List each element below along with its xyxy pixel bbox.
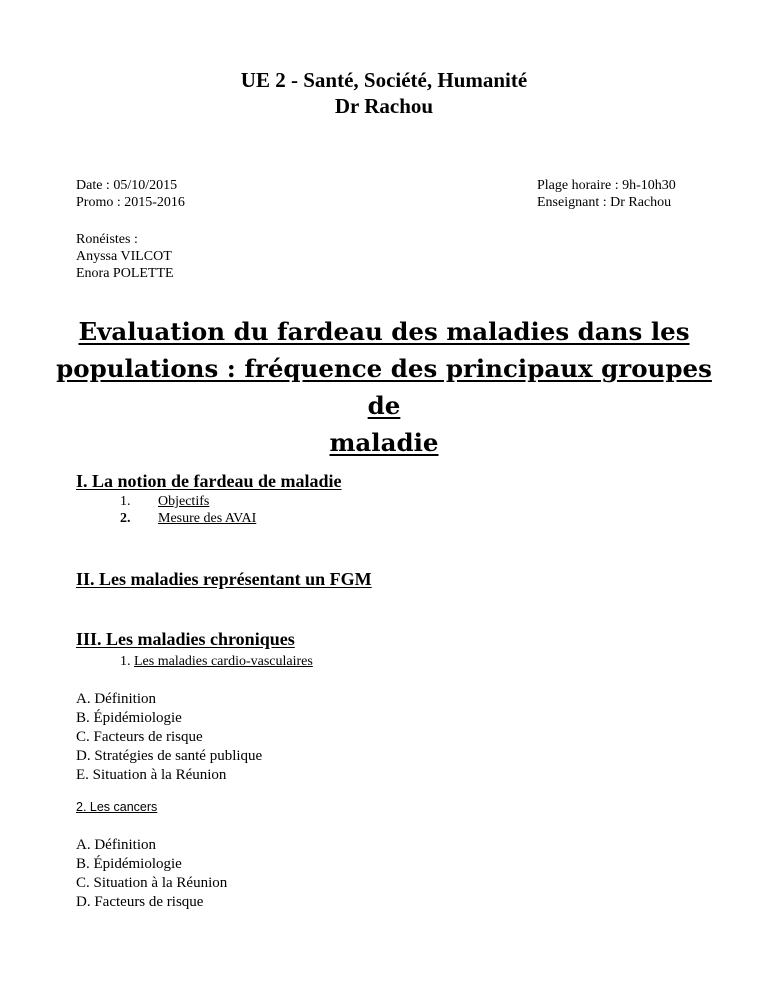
roneiste-name: Anyssa VILCOT [76, 249, 172, 264]
item-number: 1. [120, 494, 131, 509]
section-heading-2: II. Les maladies représentant un FGM [76, 569, 372, 589]
list-item: A. Définition [76, 691, 156, 707]
subsection-title-cardio [120, 653, 313, 670]
cancer-points [76, 836, 227, 912]
item-label: Mesure des AVAI [158, 511, 257, 526]
section-heading-1: I. La notion de fardeau de maladie [76, 471, 342, 491]
main-title-line: maladie [329, 428, 439, 457]
list-item: B. Épidémiologie [76, 856, 182, 872]
list-item: B. Épidémiologie [76, 710, 182, 726]
meta-left [76, 177, 185, 211]
main-title [40, 313, 728, 461]
main-title-line: populations : fréquence des principaux groupes de [56, 354, 712, 420]
list-item [120, 493, 256, 510]
subsection-label: Les maladies cardio-vasculaires [134, 654, 313, 669]
list-item: C. Situation à la Réunion [76, 875, 228, 891]
subsection-number: 1. [120, 654, 131, 669]
list-item: D. Facteurs de risque [76, 894, 204, 910]
list-item: A. Définition [76, 837, 156, 853]
roneistes-label: Ronéistes : [76, 232, 138, 247]
course-title: UE 2 - Santé, Société, Humanité [240, 68, 528, 92]
roneiste-name: Enora POLETTE [76, 266, 174, 281]
instructor-text: Enseignant : Dr Rachou [537, 195, 672, 210]
cardio-points [76, 690, 262, 785]
schedule-text: Plage horaire : 9h-10h30 [537, 178, 676, 193]
list-item: E. Situation à la Réunion [76, 767, 227, 783]
item-label: Objectifs [158, 494, 210, 509]
subsection-title-cancers: 2. Les cancers [76, 800, 158, 814]
section-heading-3: III. Les maladies chroniques [76, 629, 295, 649]
roneistes-block [76, 231, 174, 282]
item-number: 2. [120, 511, 131, 526]
main-title-line: Evaluation du fardeau des maladies dans les [78, 317, 690, 346]
section-1-items [120, 493, 256, 527]
list-item [120, 510, 256, 527]
list-item: D. Stratégies de santé publique [76, 748, 263, 764]
teacher-title: Dr Rachou [334, 94, 434, 118]
meta-right [537, 177, 676, 211]
list-item: C. Facteurs de risque [76, 729, 203, 745]
date-text: Date : 05/10/2015 [76, 178, 178, 193]
promo-text: Promo : 2015-2016 [76, 195, 185, 210]
